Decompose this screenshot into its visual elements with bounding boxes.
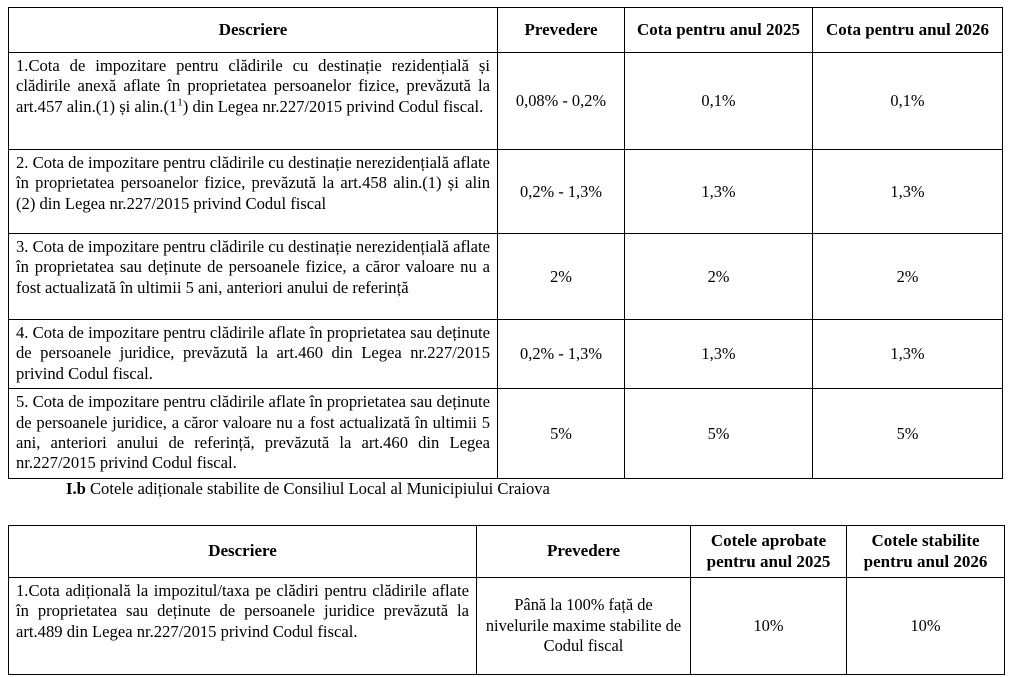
column-header-prevedere: Prevedere <box>477 526 691 578</box>
table-row <box>9 578 1005 675</box>
section-caption-ib <box>66 479 550 499</box>
row-cota-2026: 1,3% <box>813 320 1003 389</box>
row-description-text-part1: 1.Cota de impozitare pentru clădirile cu destinație rezidențială și clădirile anexă aflate în proprietatea persoanelor fizice, prevăzută la art.457 alin.(1) și alin.(1 <box>16 56 490 116</box>
row-description: 1.Cota adițională la impozitul/taxa pe clădiri pentru clădirile aflate în proprietatea sau deținute de persoanele juridice prevăzută la art.489 din Legea nr.227/2015 privind Codul fiscal. <box>9 578 477 675</box>
header-line-1: Cotele aprobate <box>710 531 827 551</box>
row-description <box>9 53 498 150</box>
row-prevedere: 5% <box>498 389 625 479</box>
table-two-header-row <box>9 526 1005 578</box>
row-description-text-part2: ) din Legea nr.227/2015 privind Codul fiscal. <box>182 96 484 116</box>
row-prevedere: 0,2% - 1,3% <box>498 320 625 389</box>
column-header-cota-2025: Cota pentru anul 2025 <box>625 8 813 53</box>
column-header-descriere: Descriere <box>9 526 477 578</box>
row-cota-2026: 5% <box>813 389 1003 479</box>
header-line-1: Cotele stabilite <box>871 531 980 551</box>
column-header-cote-aprobate-2025 <box>691 526 847 578</box>
row-cota-2025: 10% <box>691 578 847 675</box>
column-header-prevedere: Prevedere <box>498 8 625 53</box>
row-cota-2026: 0,1% <box>813 53 1003 150</box>
row-description: 5. Cota de impozitare pentru clădirile aflate în proprietatea sau deținute de persoanele juridice, a căror valoare nu a fost actualizată în ultimii 5 ani, anteriori anului de referință, prevăzută la art.460 din Legea nr.227/2015 privind Codul fiscal. <box>9 389 498 479</box>
caption-text: Cotele adiționale stabilite de Consiliul Local al Municipiului Craiova <box>85 479 550 498</box>
row-cota-2025: 2% <box>625 234 813 320</box>
table-row <box>9 150 1003 234</box>
row-cota-2025: 5% <box>625 389 813 479</box>
column-header-cote-stabilite-2026 <box>847 526 1005 578</box>
column-header-cota-2026: Cota pentru anul 2026 <box>813 8 1003 53</box>
row-description: 2. Cota de impozitare pentru clădirile cu destinație nerezidențială aflate în proprietatea persoanelor fizice, prevăzută la art.458 alin.(1) și alin (2) din Legea nr.227/2015 privind Codul fiscal <box>9 150 498 234</box>
table-one-header-row <box>9 8 1003 53</box>
row-prevedere: 0,08% - 0,2% <box>498 53 625 150</box>
row-prevedere: Până la 100% față de nivelurile maxime stabilite de Codul fiscal <box>477 578 691 675</box>
additional-rates-table <box>8 525 1005 675</box>
row-description: 3. Cota de impozitare pentru clădirile cu destinație nerezidențială aflate în proprietatea sau deținute de persoanele fizice, a căror valoare nu a fost actualizată în ultimii 5 ani, anteriori anului de referință <box>9 234 498 320</box>
row-cota-2026: 1,3% <box>813 150 1003 234</box>
row-cota-2025: 1,3% <box>625 150 813 234</box>
caption-label: I.b <box>66 479 86 498</box>
table-row <box>9 320 1003 389</box>
header-line-2: pentru anul 2026 <box>863 551 988 571</box>
column-header-descriere: Descriere <box>9 8 498 53</box>
table-row <box>9 53 1003 150</box>
row-prevedere: 2% <box>498 234 625 320</box>
row-cota-2026: 2% <box>813 234 1003 320</box>
row-cota-2025: 0,1% <box>625 53 813 150</box>
table-row <box>9 234 1003 320</box>
row-prevedere: 0,2% - 1,3% <box>498 150 625 234</box>
row-cota-2026: 10% <box>847 578 1005 675</box>
superscript-marker: 1 <box>177 96 183 109</box>
table-row <box>9 389 1003 479</box>
header-line-2: pentru anul 2025 <box>706 551 831 571</box>
row-description: 4. Cota de impozitare pentru clădirile aflate în proprietatea sau deținute de persoanele juridice, prevăzută la art.460 din Legea nr.227/2015 privind Codul fiscal. <box>9 320 498 389</box>
row-cota-2025: 1,3% <box>625 320 813 389</box>
tax-rates-table-2025-2026 <box>8 7 1003 479</box>
